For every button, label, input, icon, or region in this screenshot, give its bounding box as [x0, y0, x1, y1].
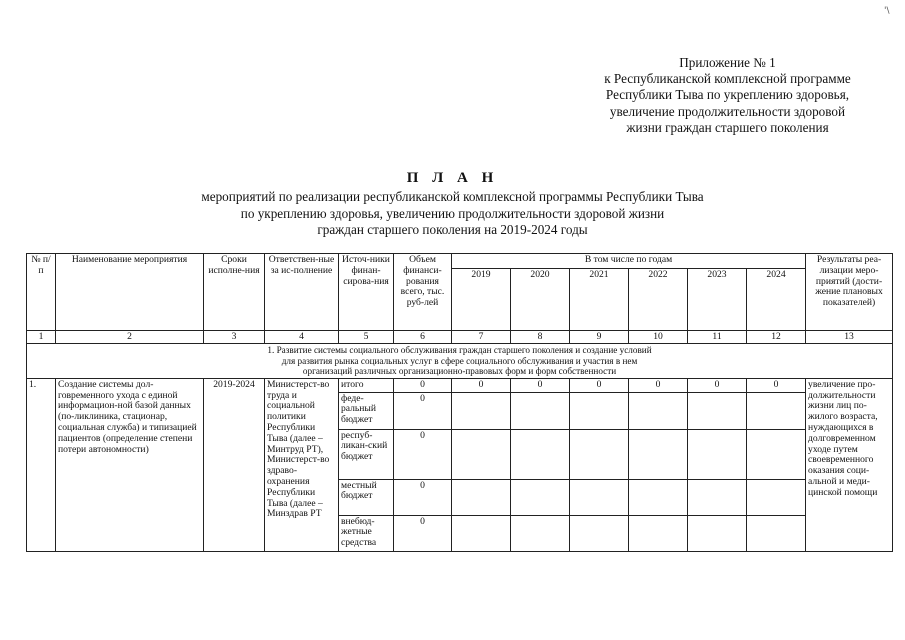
- header-results: Результаты реа-лизации меро-приятий (дости-жение плановых показателей): [806, 254, 893, 331]
- column-number: 6: [394, 331, 452, 344]
- funding-total: 0: [394, 392, 452, 429]
- column-number: 5: [339, 331, 394, 344]
- plan-subtitle-line: граждан старшего поколения на 2019-2024 годы: [317, 222, 588, 237]
- funding-year-value: [570, 515, 629, 551]
- funding-source: итого: [339, 378, 394, 392]
- funding-year-value: 0: [570, 378, 629, 392]
- funding-year-value: [688, 429, 747, 479]
- funding-year-value: [511, 429, 570, 479]
- column-number: 4: [265, 331, 339, 344]
- funding-year-value: [629, 392, 688, 429]
- funding-year-value: [747, 515, 806, 551]
- funding-year-value: [688, 392, 747, 429]
- funding-year-value: [452, 429, 511, 479]
- section-title-line: для развития рынка социальных услуг в сфере социального обслуживания и участия в нем: [281, 355, 638, 366]
- funding-year-value: 0: [688, 378, 747, 392]
- funding-year-value: [747, 392, 806, 429]
- plan-subtitle: [0, 189, 905, 239]
- funding-year-value: [570, 429, 629, 479]
- row-responsible: Министерст-во труда и социальной политики Республики Тыва (далее – Минтруд РТ), Министерст-во здраво-охранения Республики Тыва (далее – Минздрав РТ: [265, 378, 339, 551]
- appendix-header: [540, 55, 905, 136]
- funding-year-value: 0: [511, 378, 570, 392]
- column-number: 9: [570, 331, 629, 344]
- header-responsible: Ответствен-ные за ис-полнение: [265, 254, 339, 331]
- funding-year-value: [511, 479, 570, 515]
- funding-year-value: [570, 479, 629, 515]
- funding-year-value: [629, 479, 688, 515]
- funding-total: 0: [394, 479, 452, 515]
- plan-subtitle-line: по укреплению здоровья, увеличению продолжительности здоровой жизни: [240, 205, 665, 221]
- funding-year-value: [747, 479, 806, 515]
- funding-year-value: [511, 515, 570, 551]
- header-name: Наименование мероприятия: [56, 254, 204, 331]
- section-title: [27, 344, 893, 379]
- funding-year-value: [452, 515, 511, 551]
- row-num: 1.: [27, 378, 56, 551]
- header-year: 2019: [452, 269, 511, 331]
- funding-year-value: [629, 429, 688, 479]
- appendix-line: к Республиканской комплексной программе: [604, 71, 851, 87]
- column-number: 1: [27, 331, 56, 344]
- plan-subtitle-line: мероприятий по реализации республиканской комплексной программы Республики Тыва: [201, 189, 704, 204]
- header-volume: Объем финанси-рования всего, тыс. руб-лей: [394, 254, 452, 331]
- funding-year-value: [570, 392, 629, 429]
- funding-year-value: [688, 479, 747, 515]
- header-year: 2024: [747, 269, 806, 331]
- column-number: 3: [204, 331, 265, 344]
- row-results: увеличение про-должительности жизни лиц по-жилого возраста, нуждающихся в долговременном уходе путем своевременного оказания соци-альной и меди-цинской помощи: [806, 378, 893, 551]
- funding-year-value: [511, 392, 570, 429]
- funding-source: феде-ральный бюджет: [339, 392, 394, 429]
- row-name: Создание системы дол-говременного ухода с единой информацион-ной базой данных (по-ликлиника, стационар, социальная служба) и типизацией пациентов (определение степени потери автономности): [56, 378, 204, 551]
- corner-mark: '\: [884, 6, 890, 16]
- header-year: 2021: [570, 269, 629, 331]
- column-number: 10: [629, 331, 688, 344]
- funding-source: местный бюджет: [339, 479, 394, 515]
- funding-year-value: [452, 479, 511, 515]
- column-number: 12: [747, 331, 806, 344]
- funding-year-value: 0: [629, 378, 688, 392]
- header-year: 2023: [688, 269, 747, 331]
- header-num: № п/п: [27, 254, 56, 331]
- funding-year-value: [747, 429, 806, 479]
- funding-total: 0: [394, 378, 452, 392]
- funding-year-value: 0: [747, 378, 806, 392]
- column-number: 2: [56, 331, 204, 344]
- section-title-line: 1. Развитие системы социального обслуживания граждан старшего поколения и создание условий: [267, 345, 652, 355]
- appendix-line: Республики Тыва по укреплению здоровья,: [605, 87, 850, 103]
- funding-total: 0: [394, 429, 452, 479]
- funding-year-value: [688, 515, 747, 551]
- column-number: 11: [688, 331, 747, 344]
- column-number: 8: [511, 331, 570, 344]
- funding-year-value: [452, 392, 511, 429]
- section-title-line: организаций различных организационно-правовых форм и форм собственности: [302, 366, 617, 377]
- funding-source: респуб-ликан-ский бюджет: [339, 429, 394, 479]
- appendix-line: Приложение № 1: [679, 55, 776, 70]
- header-year: 2020: [511, 269, 570, 331]
- funding-total: 0: [394, 515, 452, 551]
- funding-year-value: [629, 515, 688, 551]
- appendix-line: жизни граждан старшего поколения: [626, 119, 829, 135]
- header-terms: Сроки исполне-ния: [204, 254, 265, 331]
- header-year: 2022: [629, 269, 688, 331]
- row-terms: 2019-2024: [204, 378, 265, 551]
- funding-source: внебюд-жетные средства: [339, 515, 394, 551]
- appendix-line: увеличение продолжительности здоровой: [609, 103, 846, 119]
- funding-year-value: 0: [452, 378, 511, 392]
- plan-title: П Л А Н: [406, 170, 499, 186]
- header-by-years: В том числе по годам: [452, 254, 806, 269]
- plan-table: [26, 253, 893, 552]
- header-sources: Источ-ники финан-сирова-ния: [339, 254, 394, 331]
- column-number: 13: [806, 331, 893, 344]
- column-number: 7: [452, 331, 511, 344]
